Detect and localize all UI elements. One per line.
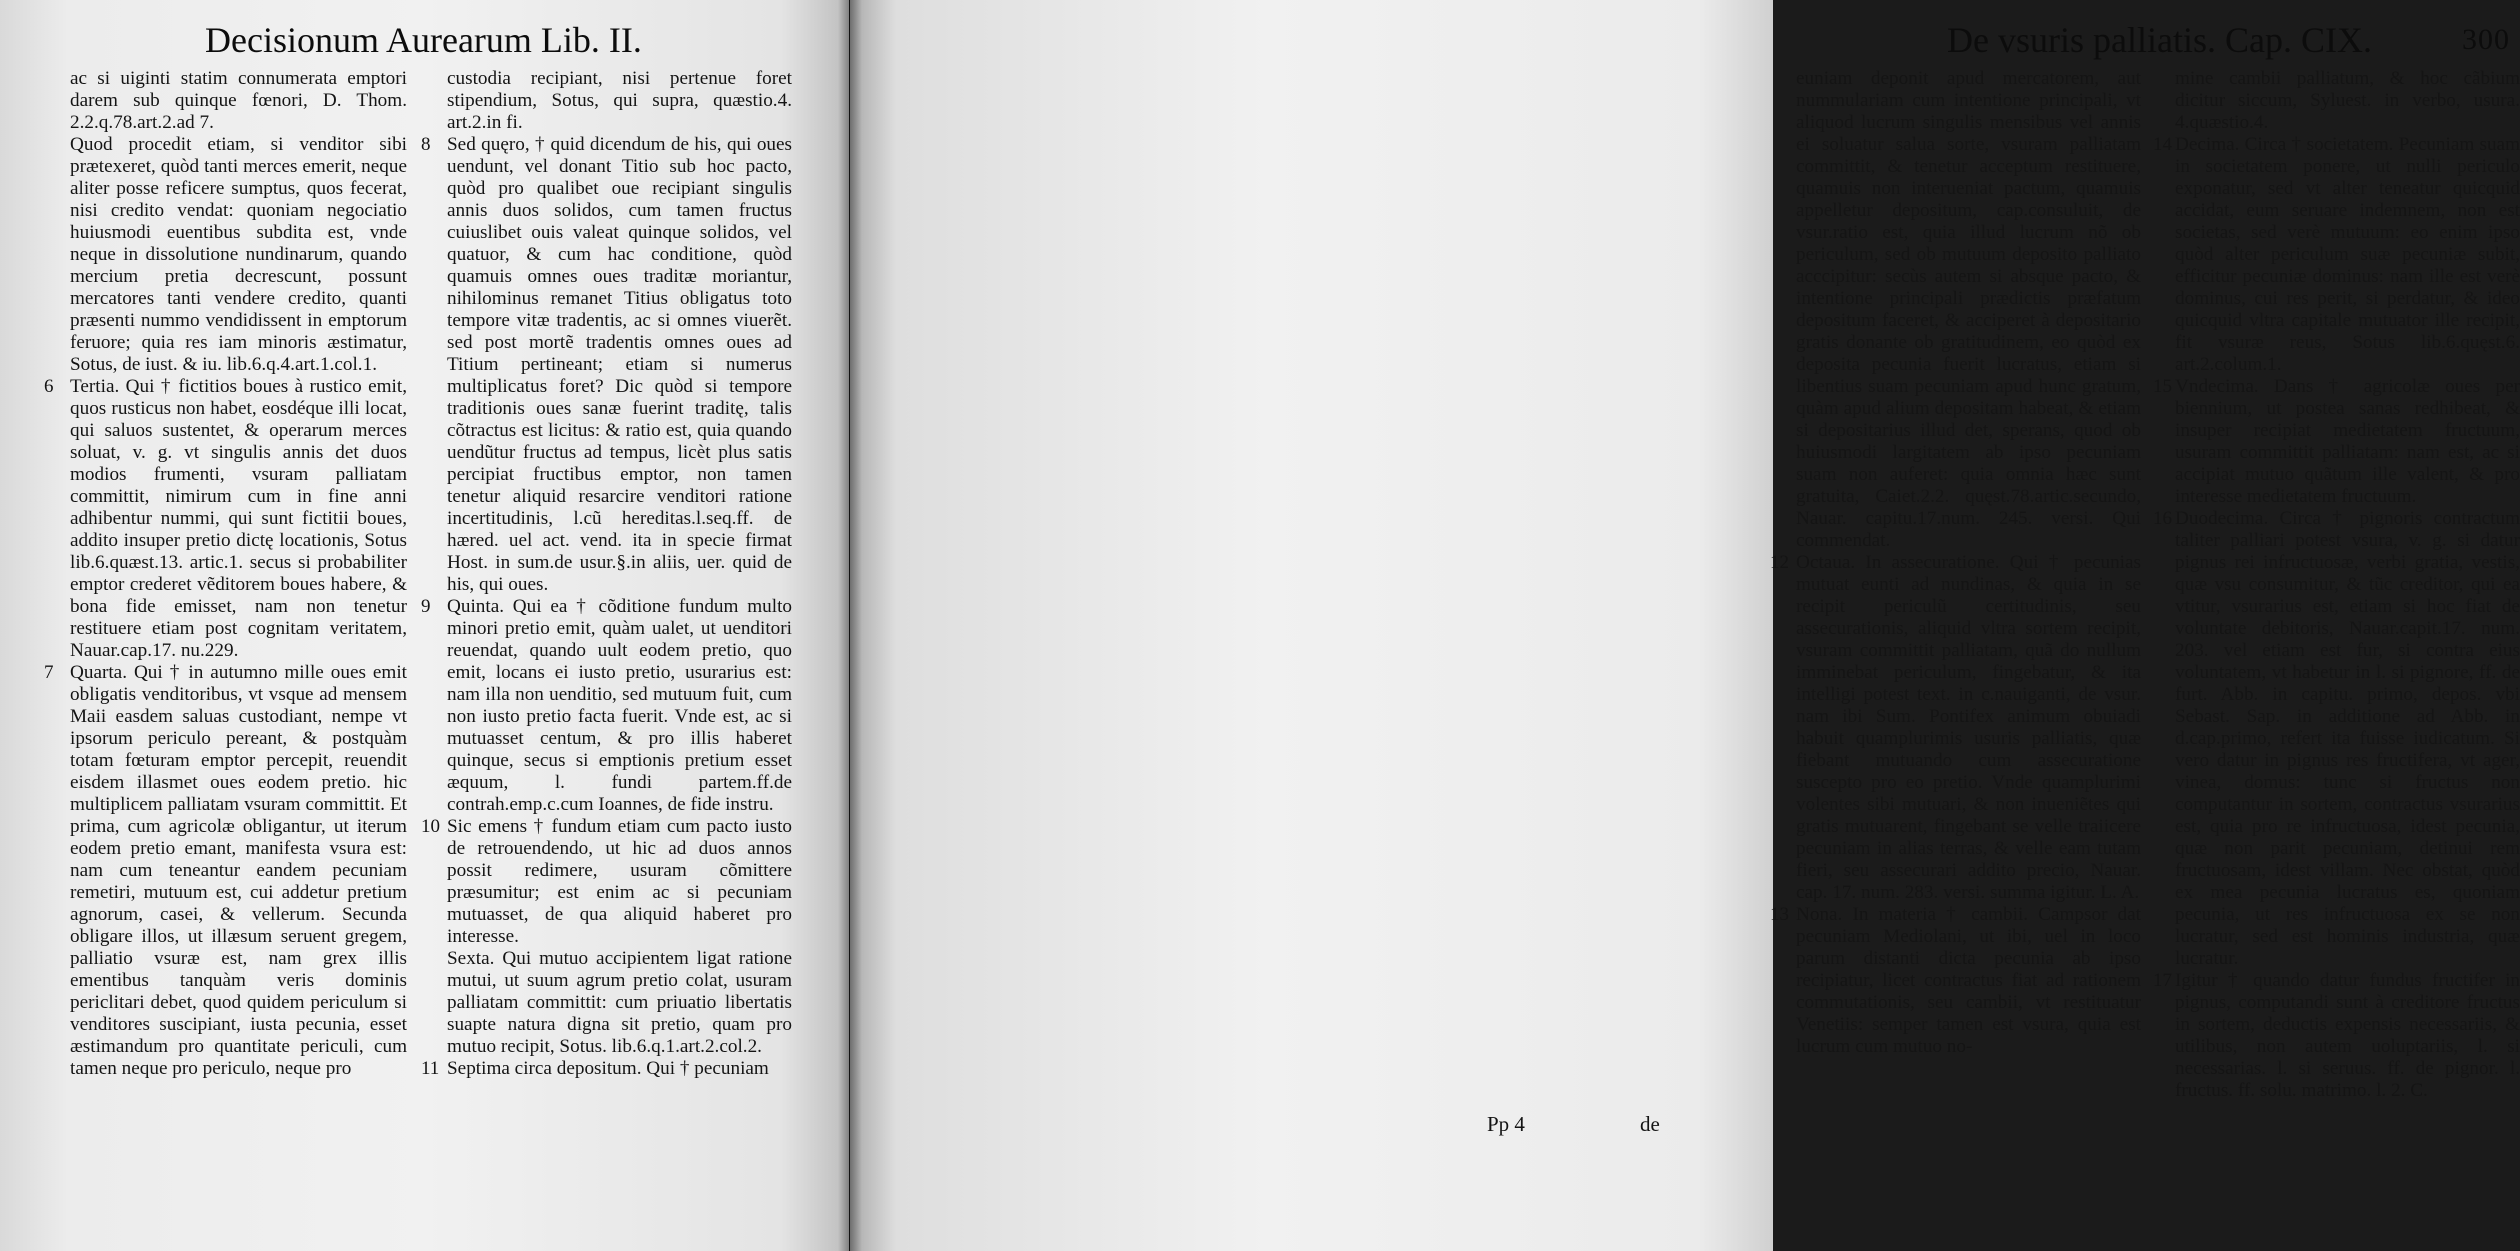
paragraph (44, 662, 407, 1080)
paragraph-text: Quarta. Qui † in autumno mille oues emit obligatis venditoribus, vt vsque ad mensem Maii easdem saluas custodiant, nempe vt ipsorum periculo pereant, & postquàm totam fœturam emptor percepit, reuendit eisdem illasmet oues eodem pretio. hic multiplicem palliatam vsuram committit. Et prima, cum agricolæ obligantur, ut iterum eodem pretio emant, manifesta vsura est: nam cum teneantur eandem pecuniam remetiri, mutuum est, cui addetur pretium agnorum, casei, & vellerum. Secunda obligare illos, ut illæsum seruent gregem, palliatio vsuræ est, nam grex illis ementibus tanquàm veris dominis periclitari debet, quod quidem periculum si venditores suscipiant, iusta pecunia, esset æstimandum pro quantitate periculi, cum tamen neque pro periculo, neque pro (70, 662, 407, 1079)
paragraph (447, 948, 792, 1058)
paragraph-text: Quinta. Qui ea † cõditione fundum multo minori pretio emit, quàm ualet, ut uenditori reuendat, quando uult eodem pretio, quo emit, locans ei iusto pretio, usurarius est: nam illa non uenditio, sed mutuum fuit, cum non iusto pretio facta fuerit. Vnde est, ac si mutuasset centum, & pro illis haberet quinque, secus si emptionis pretium esset æquum, l. fundi partem.ff.de contrah.emp.c.cum Ioannes, de fide instru. (447, 596, 792, 815)
paragraph (421, 134, 792, 596)
paragraph-number: 7 (44, 662, 54, 683)
right-page-column-1 (1770, 68, 2141, 1058)
paragraph-text: Nona. In materia † cambii. Campsor dat pecuniam Mediolani, ut ibi, uel in loco parum distanti dicta pecunia ab ipso recipiatur, licet contractus fiat ad rationem commutationis, seu cambii, vt restituatur Venetiis: semper tamen est vsura, quia est lucrum cum mutuo no- (1796, 904, 2141, 1057)
paragraph-number: 16 (2153, 508, 2172, 529)
paragraph (421, 816, 792, 948)
paragraph-text: Tertia. Qui † fictitios boues à rustico emit, quos rusticus non habet, eosdéque illi locat, qui saluos sustentet, & operarum merces soluat, v. g. vt singulis annis det duos modios frumenti, vsuram palliatam committit, nimirum cum in fine anni adhibentur nummi, qui sunt fictitii boues, addito insuper pretio dictę locationis, Sotus lib.6.quæst.13. artic.1. secus si probabiliter emptor crederet vẽditorem boues habere, & bona fide emisset, nam non tenetur restituere etiam post cognitam veritatem, Nauar.cap.17. nu.229. (70, 376, 407, 661)
paragraph (447, 68, 792, 134)
paragraph (2153, 376, 2520, 508)
paragraph (44, 376, 407, 662)
paragraph (70, 134, 407, 376)
paragraph-text: Vndecima. Dans † agricolæ oues per biennium, ut postea sanas redhibeat, & insuper recipiat medietatem fructuum, usuram committit palliatam: nam est, ac si accipiat mutuo quãtum ille valent, & pro interesse medietatem fructuum. (2175, 376, 2520, 507)
paragraph-number: 8 (421, 134, 431, 155)
running-head-right: De vsuris palliatis. Cap. CIX. (1947, 20, 2372, 60)
paragraph-number: 10 (421, 816, 440, 837)
paragraph (1770, 552, 2141, 904)
paragraph-number: 9 (421, 596, 431, 617)
paragraph-number: 11 (421, 1058, 440, 1079)
left-page-column-1 (44, 68, 407, 1080)
paragraph-text: Duodecima. Circa † pignoris contractum taliter palliari potest vsura, v. g. si datur pignus rei infructuosæ, verbi gratia, vestis, quæ vsu consumitur, & tũc creditor, qui ea vtitur, vsurarius est, etiam si hoc fiat de voluntate debitoris, Nauar.capit.17. num. 203. vel etiam est fur, si contra eius voluntatem, vt habetur in l. si pignore, ff. de furt. Abb. in capitu. primo, depos. vbi Sebast. Sap. in additione ad Abb. in d.cap.primo, refert ita fuisse iudicatum. Si vero datur in pignus res fructifera, vt ager, vinea, domus: tunc si fructus non computantur in sortem, contractus vsurarius est, quia pro re infructuosa, idest pecunia, quæ non parit pecuniam, detinui rem fructuosam, idest villam. Nec obstat, quòd ex mea pecunia lucratus es, quoniam pecunia, ut res infructuosa ex se non lucratur, sed est hominis industria, quæ lucratur. (2175, 508, 2520, 969)
paragraph-text: ac si uiginti statim connumerata emptori darem sub quinque fœnori, D. Thom. 2.2.q.78.art.2.ad 7. (70, 68, 407, 133)
catchword: de (1640, 1112, 1660, 1136)
paragraph-text: Igitur † quando datur fundus fructifer in pignus, computandi sunt à creditore fructus in sortem, deductis expensis necessariis, & utilibus, non autem uoluptariis, l. si necessarias. l. si seruus. ff. de pignor. l. fructus. ff. solu. matrimo. l. 2. C. (2175, 970, 2520, 1101)
paragraph-text: Sexta. Qui mutuo accipientem ligat ratione mutui, ut suum agrum pretio colat, usuram palliatam committit: cum priuatio libertatis suapte natura digna sit pretio, quam pro mutuo recipit, Sotus. lib.6.q.1.art.2.col.2. (447, 948, 792, 1057)
paragraph-number: 14 (2153, 134, 2172, 155)
paragraph (2153, 970, 2520, 1102)
paragraph (70, 68, 407, 134)
paragraph-text: Decima. Circa † societatem. Pecuniam suam in societatem ponere, ut nulli periculo exponatur, sed vt alter teneatur quicquid accidat, eum seruare indemnem, non est societas, sed verè mutuum: eo enim ipso quòd alter periculum suæ pecuniæ subit, efficitur pecuniæ dominus: nam ille est verè dominus, cui res perit, si perdatur, & ideo quicquid vltra capitale mutuator ille recipit, fit vsuræ reus, Sotus lib.6.quęst.6. art.2.colum.1. (2175, 134, 2520, 375)
left-page (0, 0, 849, 1251)
paragraph-number: 6 (44, 376, 54, 397)
paragraph-number: 12 (1770, 552, 1789, 573)
paragraph-number: 13 (1770, 904, 1789, 925)
running-head-left: Decisionum Aurearum Lib. II. (205, 20, 642, 60)
left-page-column-2 (421, 68, 792, 1080)
paragraph-text: euniam deponit apud mercatorem, aut nummulariam cum intentione principali, vt aliquod lucrum singulis mensibus vel annis ei soluatur salua sorte, vsuram palliatam committit, & tenetur acceptum restituere, quamuis non interueniat pactum, quamuis appelletur depositum, cap.consuluit, de vsur.ratio est, quia illud lucrum nõ ob periculum, sed ob mutuum deposito palliato acccipitur: secùs autem si absque pacto, & intentione principali prædictis præfatum depositum faceret, & acciperet à depositario gratis donante ob gratitudinem, eo quòd ex deposita pecunia fuerit lucratus, etiam si libentius suam pecuniam apud hunc gratum, quàm apud alium depositam habeat, & etiam si depositarius illud det, sperans, quod ob huiusmodi largitatem ab ipso pecuniam suam non auferet: quia omnia hæc sunt gratuita, Caiet.2.2. quęst.78.artic.secundo, Nauar. capitu.17.num. 245. versi. Qui commendat. (1796, 68, 2141, 551)
paragraph (421, 596, 792, 816)
paragraph (421, 1058, 792, 1080)
signature-mark: Pp 4 (1487, 1112, 1525, 1136)
paragraph (2153, 508, 2520, 970)
folio-number: 300 (2462, 23, 2510, 56)
right-page-column-2 (2153, 68, 2520, 1102)
paragraph-text: mine cambii palliatum, & hoc cãbium dicitur siccum, Syluest. in verbo, usura. 4.quæstio.4. (2175, 68, 2520, 133)
paragraph (2175, 68, 2520, 134)
paragraph (1796, 68, 2141, 552)
paragraph-text: Octaua. In assecuratione. Qui † pecunias mutuat eunti ad nundinas, & quia in se recipit periculũ certitudinis, seu assecurationis, aliquid vltra sortem recipit, vsuram committit palliatam, quã do nullum imminebat periculum, fingebatur, & ita intelligi potest text. in c.nauiganti, de vsur. nam ibi Sum. Pontifex animum obuiadi habuit quamplurimis usuris palliatis, quæ fiebant mutuando cum assecuratione suscepto pro eo pretio. Vnde quamplurimi volentes sibi mutuari, & non inueniẽtes qui gratis mutuarent, fingebant se velle traiicere pecuniam in alias terras, & velle eam tutam fieri, seu assecurari addito precio, Nauar. cap. 17. num. 283. versi. summa igitur. L. A. (1796, 552, 2141, 903)
paragraph-text: Quod procedit etiam, si venditor sibi prætexeret, quòd tanti merces emerit, neque aliter posse reficere sumptus, quos fecerat, nisi credito vendat: quoniam negociatio huiusmodi euentibus subdita est, vnde neque in dissolutione nundinarum, quando mercium pretia decrescunt, possunt mercatores tanti vendere credito, quanti præsenti nummo vendidissent in emptorum feruore; quia res iam minoris æstimatur, Sotus, de iust. & iu. lib.6.q.4.art.1.col.1. (70, 134, 407, 375)
paragraph-text: Sed quęro, † quid dicendum de his, qui oues uendunt, vel donant Titio sub hoc pacto, quòd pro qualibet oue recipiant singulis annis duos solidos, cum tamen fructus cuiuslibet ouis valeat quinque solidos, vel quatuor, & cum hac conditione, quòd quamuis omnes oues traditæ moriantur, nihilominus remanet Titius obligatus toto tempore vitæ tradentis, ac si omnes viuerẽt. sed post mortẽ tradentis omnes oues ad Titium pertineant; etiam si numerus multiplicatus foret? Dic quòd si tempore traditionis oues sanæ fuerint traditę, talis cõtractus est licitus: & ratio est, quia quando uendũtur fructus ad tempus, licèt plus satis percipiat fructibus emptor, non tamen tenetur aliquid resarcire venditori ratione incertitudinis, l.cũ hereditas.l.seq.ff. de hæred. uel act. vend. ita in specie firmat Host. in sum.de usur.§.in aliis, uer. quid de his, qui oues. (447, 134, 792, 595)
paragraph-number: 17 (2153, 970, 2172, 991)
gutter-shadow (838, 0, 862, 1251)
paragraph-text: custodia recipiant, nisi pertenue foret stipendium, Sotus, qui supra, quæstio.4. art.2.in fi. (447, 68, 792, 133)
paragraph-text: Septima circa depositum. Qui † pecuniam (447, 1058, 769, 1079)
paragraph (1770, 904, 2141, 1058)
paragraph (2153, 134, 2520, 376)
right-page (850, 0, 2520, 1251)
paragraph-text: Sic emens † fundum etiam cum pacto iusto de retrouendendo, ut hic ad duos annos possit redimere, usuram cõmittere præsumitur; est enim ac si pecuniam mutuasset, de qua aliquid haberet pro interesse. (447, 816, 792, 947)
paragraph-number: 15 (2153, 376, 2172, 397)
